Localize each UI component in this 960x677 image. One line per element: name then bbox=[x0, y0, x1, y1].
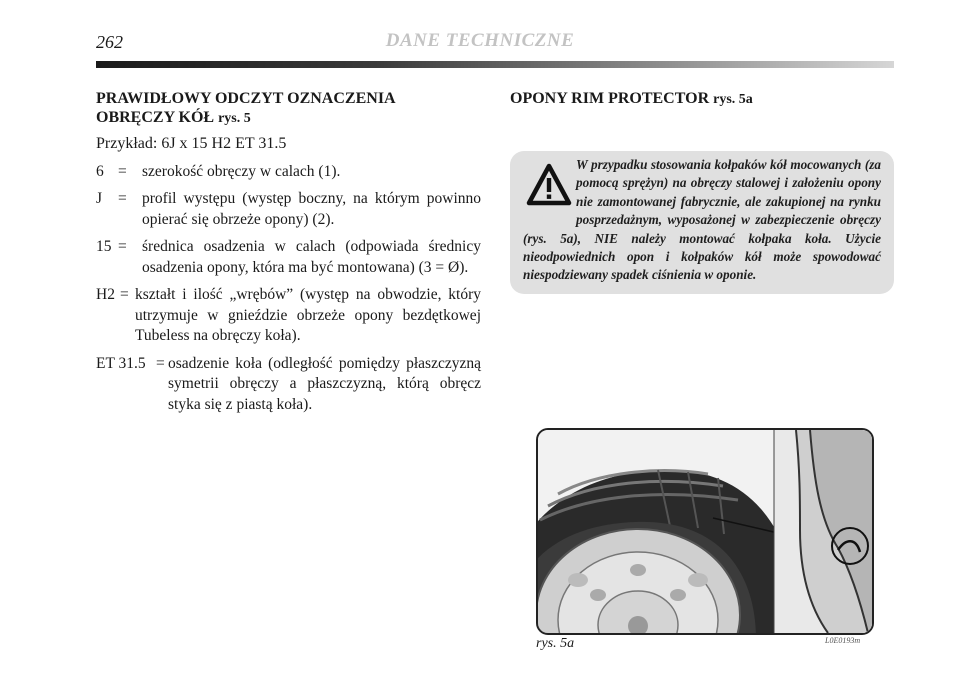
definition-term: J bbox=[96, 190, 103, 207]
tire-illustration bbox=[538, 430, 872, 633]
definition-term: H2 bbox=[96, 286, 115, 303]
rim-example: Przykład: 6J x 15 H2 ET 31.5 bbox=[96, 135, 287, 152]
section-heading-rim-marking bbox=[96, 89, 481, 128]
definition-term: ET 31.5 bbox=[96, 354, 146, 372]
warning-box bbox=[510, 151, 894, 294]
left-column bbox=[96, 89, 481, 415]
equals-sign: = bbox=[118, 238, 127, 255]
heading-line-2: OBRĘCZY KÓŁ bbox=[96, 109, 215, 126]
figure-rim-protector bbox=[536, 428, 874, 635]
equals-sign: = bbox=[120, 286, 129, 303]
heading-main: OPONY RIM PROTECTOR bbox=[510, 90, 710, 107]
icon-spacer bbox=[523, 156, 576, 212]
definition-text: średnica osadzenia w calach (odpowiada średnicy osadzenia opony, która ma być montowana) (3 = Ø). bbox=[142, 238, 481, 276]
header-rule bbox=[96, 61, 894, 68]
figure-code: L0E0193m bbox=[825, 636, 861, 645]
right-column bbox=[510, 89, 895, 109]
definition-item bbox=[96, 162, 481, 183]
section-heading-rim-protector bbox=[510, 89, 895, 109]
definition-text: osadzenie koła (odległość pomiędzy płaszczyzną symetrii obręczy a płaszczyzną, którą obręcz styka się z piastą koła). bbox=[168, 354, 481, 413]
warning-text-container bbox=[510, 151, 894, 294]
definition-item bbox=[96, 285, 481, 347]
equals-sign: = bbox=[118, 190, 127, 207]
warning-text: W przypadku stosowania kołpaków kół mocowanych (za pomocą sprężyn) na obręczy stalowej i założeniu opony nie zamontowanej fabrycznie, ale zakupionej na rynku posprzedażnym, wyposażonej w zabezpieczenie obręczy (rys. 5a), NIE należy montować kołpaka koła. Użycie nieodpowiednich opon i kołpaków kół może spowodować niespodziewany spadek ciśnienia w oponie. bbox=[523, 157, 881, 283]
definition-text: kształt i ilość „wrębów” (występ na obwodzie, który utrzymuje w gnieździe obrzeże opony bezdętkowej Tubeless na obręczy koła). bbox=[135, 286, 481, 344]
figure-caption: rys. 5a bbox=[536, 636, 575, 651]
definition-text: szerokość obręczy w calach (1). bbox=[142, 162, 341, 180]
page-number: 262 bbox=[96, 32, 123, 52]
definition-term: 15 bbox=[96, 238, 112, 255]
heading-line-1: PRAWIDŁOWY ODCZYT OZNACZENIA bbox=[96, 90, 396, 107]
running-title: DANE TECHNICZNE bbox=[385, 30, 575, 51]
definition-item bbox=[96, 237, 481, 278]
definition-item bbox=[96, 354, 481, 416]
definition-term: 6 bbox=[96, 162, 104, 180]
heading-figure-ref: rys. 5a bbox=[713, 92, 753, 107]
definition-item bbox=[96, 189, 481, 230]
equals-sign: = bbox=[156, 354, 165, 372]
definition-text: profil występu (występ boczny, na którym powinno opierać się obrzeże opony) (2). bbox=[142, 190, 481, 228]
equals-sign: = bbox=[118, 162, 127, 180]
heading-figure-ref: rys. 5 bbox=[218, 111, 251, 126]
